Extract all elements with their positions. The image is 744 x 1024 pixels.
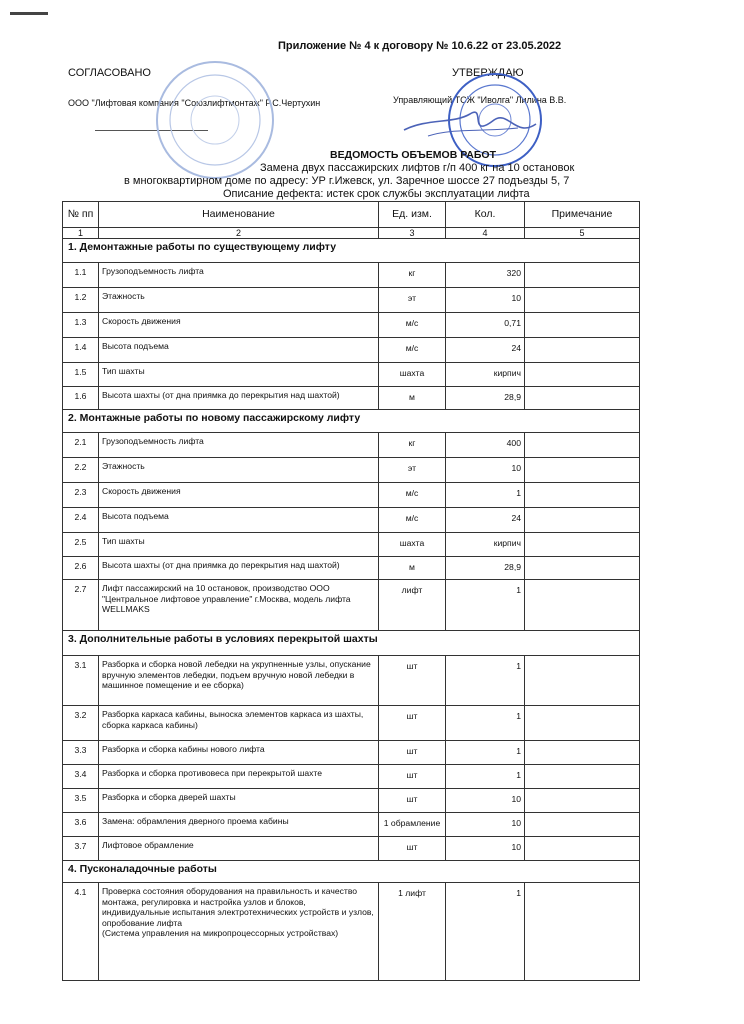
row-number: 1.3	[63, 313, 99, 338]
agreed-label: СОГЛАСОВАНО	[68, 67, 151, 79]
document-subtitle-2: в многоквартирном доме по адресу: УР г.Ижевск, ул. Заречное шоссе 27 подъезды 5, 7	[124, 175, 570, 187]
note-cell	[525, 557, 640, 580]
work-name: Разборка и сборка кабины нового лифта	[99, 741, 379, 765]
row-number: 3.7	[63, 837, 99, 861]
note-cell	[525, 533, 640, 557]
work-name: Этажность	[99, 288, 379, 313]
quantity-cell: 320	[446, 263, 525, 288]
unit-cell: шахта	[379, 533, 446, 557]
scan-mark	[10, 12, 48, 15]
row-number: 3.3	[63, 741, 99, 765]
work-name: Разборка и сборка дверей шахты	[99, 789, 379, 813]
note-cell	[525, 263, 640, 288]
work-name: Скорость движения	[99, 313, 379, 338]
note-cell	[525, 789, 640, 813]
quantity-cell: 24	[446, 508, 525, 533]
column-header: Наименование	[99, 202, 379, 228]
quantity-cell: 1	[446, 765, 525, 789]
column-number: 2	[99, 228, 379, 239]
unit-cell: м	[379, 387, 446, 410]
unit-cell: 1 обрамление	[379, 813, 446, 837]
quantity-cell: 28,9	[446, 557, 525, 580]
row-number: 2.1	[63, 433, 99, 458]
unit-cell: м	[379, 557, 446, 580]
unit-cell: шт	[379, 789, 446, 813]
table-row	[63, 656, 640, 706]
document-title: ВЕДОМОСТЬ ОБЪЕМОВ РАБОТ	[330, 149, 497, 161]
unit-cell: лифт	[379, 580, 446, 631]
note-cell	[525, 837, 640, 861]
row-number: 4.1	[63, 883, 99, 981]
column-number-row	[63, 228, 640, 239]
table-row	[63, 533, 640, 557]
row-number: 3.4	[63, 765, 99, 789]
quantity-cell: 1	[446, 580, 525, 631]
note-cell	[525, 363, 640, 387]
table-row	[63, 508, 640, 533]
work-name: Разборка и сборка противовеса при перекрытой шахте	[99, 765, 379, 789]
row-number: 2.4	[63, 508, 99, 533]
note-cell	[525, 387, 640, 410]
quantity-cell: 1	[446, 483, 525, 508]
quantity-cell: 1	[446, 741, 525, 765]
column-number: 4	[446, 228, 525, 239]
quantity-cell: 10	[446, 813, 525, 837]
unit-cell: шахта	[379, 363, 446, 387]
annex-heading: Приложение № 4 к договору № 10.6.22 от 23.05.2022	[278, 40, 562, 52]
work-name: Этажность	[99, 458, 379, 483]
note-cell	[525, 765, 640, 789]
table-row	[63, 458, 640, 483]
table-row	[63, 313, 640, 338]
table-row	[63, 883, 640, 981]
table-row	[63, 433, 640, 458]
section-row	[63, 631, 640, 656]
note-cell	[525, 813, 640, 837]
table-row	[63, 789, 640, 813]
section-row	[63, 410, 640, 433]
row-number: 1.2	[63, 288, 99, 313]
work-name: Высота шахты (от дна приямка до перекрытия над шахтой)	[99, 557, 379, 580]
table-row	[63, 765, 640, 789]
unit-cell: м/с	[379, 313, 446, 338]
unit-cell: шт	[379, 741, 446, 765]
column-number: 1	[63, 228, 99, 239]
table-row	[63, 741, 640, 765]
table-row	[63, 706, 640, 741]
quantity-cell: 10	[446, 288, 525, 313]
row-number: 2.2	[63, 458, 99, 483]
note-cell	[525, 313, 640, 338]
table-row	[63, 483, 640, 508]
quantity-cell: 10	[446, 837, 525, 861]
row-number: 3.2	[63, 706, 99, 741]
quantity-cell: кирпич	[446, 363, 525, 387]
unit-cell: 1 лифт	[379, 883, 446, 981]
unit-cell: кг	[379, 263, 446, 288]
quantity-cell: 28,9	[446, 387, 525, 410]
quantity-cell: 0,71	[446, 313, 525, 338]
note-cell	[525, 706, 640, 741]
work-name: Разборка каркаса кабины, выноска элементов каркаса из шахты, сборка каркаса кабины)	[99, 706, 379, 741]
work-name: Высота шахты (от дна приямка до перекрытия над шахтой)	[99, 387, 379, 410]
approved-label: УТВЕРЖДАЮ	[452, 67, 524, 79]
row-number: 2.3	[63, 483, 99, 508]
column-number: 5	[525, 228, 640, 239]
row-number: 2.5	[63, 533, 99, 557]
note-cell	[525, 741, 640, 765]
note-cell	[525, 483, 640, 508]
note-cell	[525, 288, 640, 313]
unit-cell: эт	[379, 458, 446, 483]
unit-cell: кг	[379, 433, 446, 458]
section-title: 1. Демонтажные работы по существующему лифту	[63, 239, 640, 263]
work-name: Проверка состояния оборудования на правильность и качество монтажа, регулировка и настройка узлов и блоков, индивидуальные испытания электротехнических устройств и узлов, опробование лифта (Система управления на микропроцессорных устройствах)	[99, 883, 379, 981]
section-title: 4. Пусконаладочные работы	[63, 861, 640, 883]
work-name: Замена: обрамления дверного проема кабины	[99, 813, 379, 837]
quantity-cell: 1	[446, 656, 525, 706]
unit-cell: эт	[379, 288, 446, 313]
row-number: 1.6	[63, 387, 99, 410]
table-row	[63, 837, 640, 861]
row-number: 3.1	[63, 656, 99, 706]
row-number: 1.1	[63, 263, 99, 288]
work-name: Грузоподъемность лифта	[99, 433, 379, 458]
quantity-cell: кирпич	[446, 533, 525, 557]
table-row	[63, 813, 640, 837]
note-cell	[525, 338, 640, 363]
note-cell	[525, 883, 640, 981]
work-name: Высота подъема	[99, 338, 379, 363]
work-name: Грузоподъемность лифта	[99, 263, 379, 288]
work-name: Лифтовое обрамление	[99, 837, 379, 861]
quantity-cell: 10	[446, 789, 525, 813]
table-row	[63, 288, 640, 313]
note-cell	[525, 580, 640, 631]
table-header-row	[63, 202, 640, 228]
document-subtitle-3: Описание дефекта: истек срок службы эксплуатации лифта	[223, 188, 530, 200]
table-row	[63, 263, 640, 288]
row-number: 2.7	[63, 580, 99, 631]
quantity-cell: 1	[446, 706, 525, 741]
quantity-cell: 1	[446, 883, 525, 981]
section-row	[63, 239, 640, 263]
note-cell	[525, 458, 640, 483]
unit-cell: шт	[379, 837, 446, 861]
section-row	[63, 861, 640, 883]
column-header: Ед. изм.	[379, 202, 446, 228]
section-title: 3. Дополнительные работы в условиях перекрытой шахты	[63, 631, 640, 656]
table-row	[63, 338, 640, 363]
column-header: Кол.	[446, 202, 525, 228]
row-number: 1.4	[63, 338, 99, 363]
agreed-signatory: ООО "Лифтовая компания "Союзлифтмонтаж" Р.С.Чертухин	[68, 98, 321, 108]
row-number: 1.5	[63, 363, 99, 387]
table-row	[63, 557, 640, 580]
unit-cell: шт	[379, 765, 446, 789]
work-name: Лифт пассажирский на 10 остановок, производство ООО "Центральное лифтовое управление" г.Москва, модель лифта WELLMAKS	[99, 580, 379, 631]
note-cell	[525, 433, 640, 458]
row-number: 3.5	[63, 789, 99, 813]
unit-cell: м/с	[379, 338, 446, 363]
note-cell	[525, 656, 640, 706]
document-subtitle-1: Замена двух пассажирских лифтов г/п 400 кг на 10 остановок	[260, 162, 575, 174]
table-row	[63, 363, 640, 387]
unit-cell: м/с	[379, 483, 446, 508]
unit-cell: шт	[379, 706, 446, 741]
work-name: Высота подъема	[99, 508, 379, 533]
table-row	[63, 387, 640, 410]
section-title: 2. Монтажные работы по новому пассажирскому лифту	[63, 410, 640, 433]
works-volume-table	[62, 201, 640, 981]
column-header: Примечание	[525, 202, 640, 228]
table-row	[63, 580, 640, 631]
quantity-cell: 10	[446, 458, 525, 483]
row-number: 2.6	[63, 557, 99, 580]
quantity-cell: 24	[446, 338, 525, 363]
work-name: Тип шахты	[99, 363, 379, 387]
approved-signatory: Управляющий ТСЖ "Иволга" Лилина В.В.	[393, 95, 567, 105]
work-name: Скорость движения	[99, 483, 379, 508]
note-cell	[525, 508, 640, 533]
work-name: Разборка и сборка новой лебедки на укрупненные узлы, опускание вручную элементов лебедки, подъем вручную новой лебедки в машинное помещение и ее сборка)	[99, 656, 379, 706]
quantity-cell: 400	[446, 433, 525, 458]
unit-cell: шт	[379, 656, 446, 706]
column-number: 3	[379, 228, 446, 239]
unit-cell: м/с	[379, 508, 446, 533]
work-name: Тип шахты	[99, 533, 379, 557]
column-header: № пп	[63, 202, 99, 228]
row-number: 3.6	[63, 813, 99, 837]
